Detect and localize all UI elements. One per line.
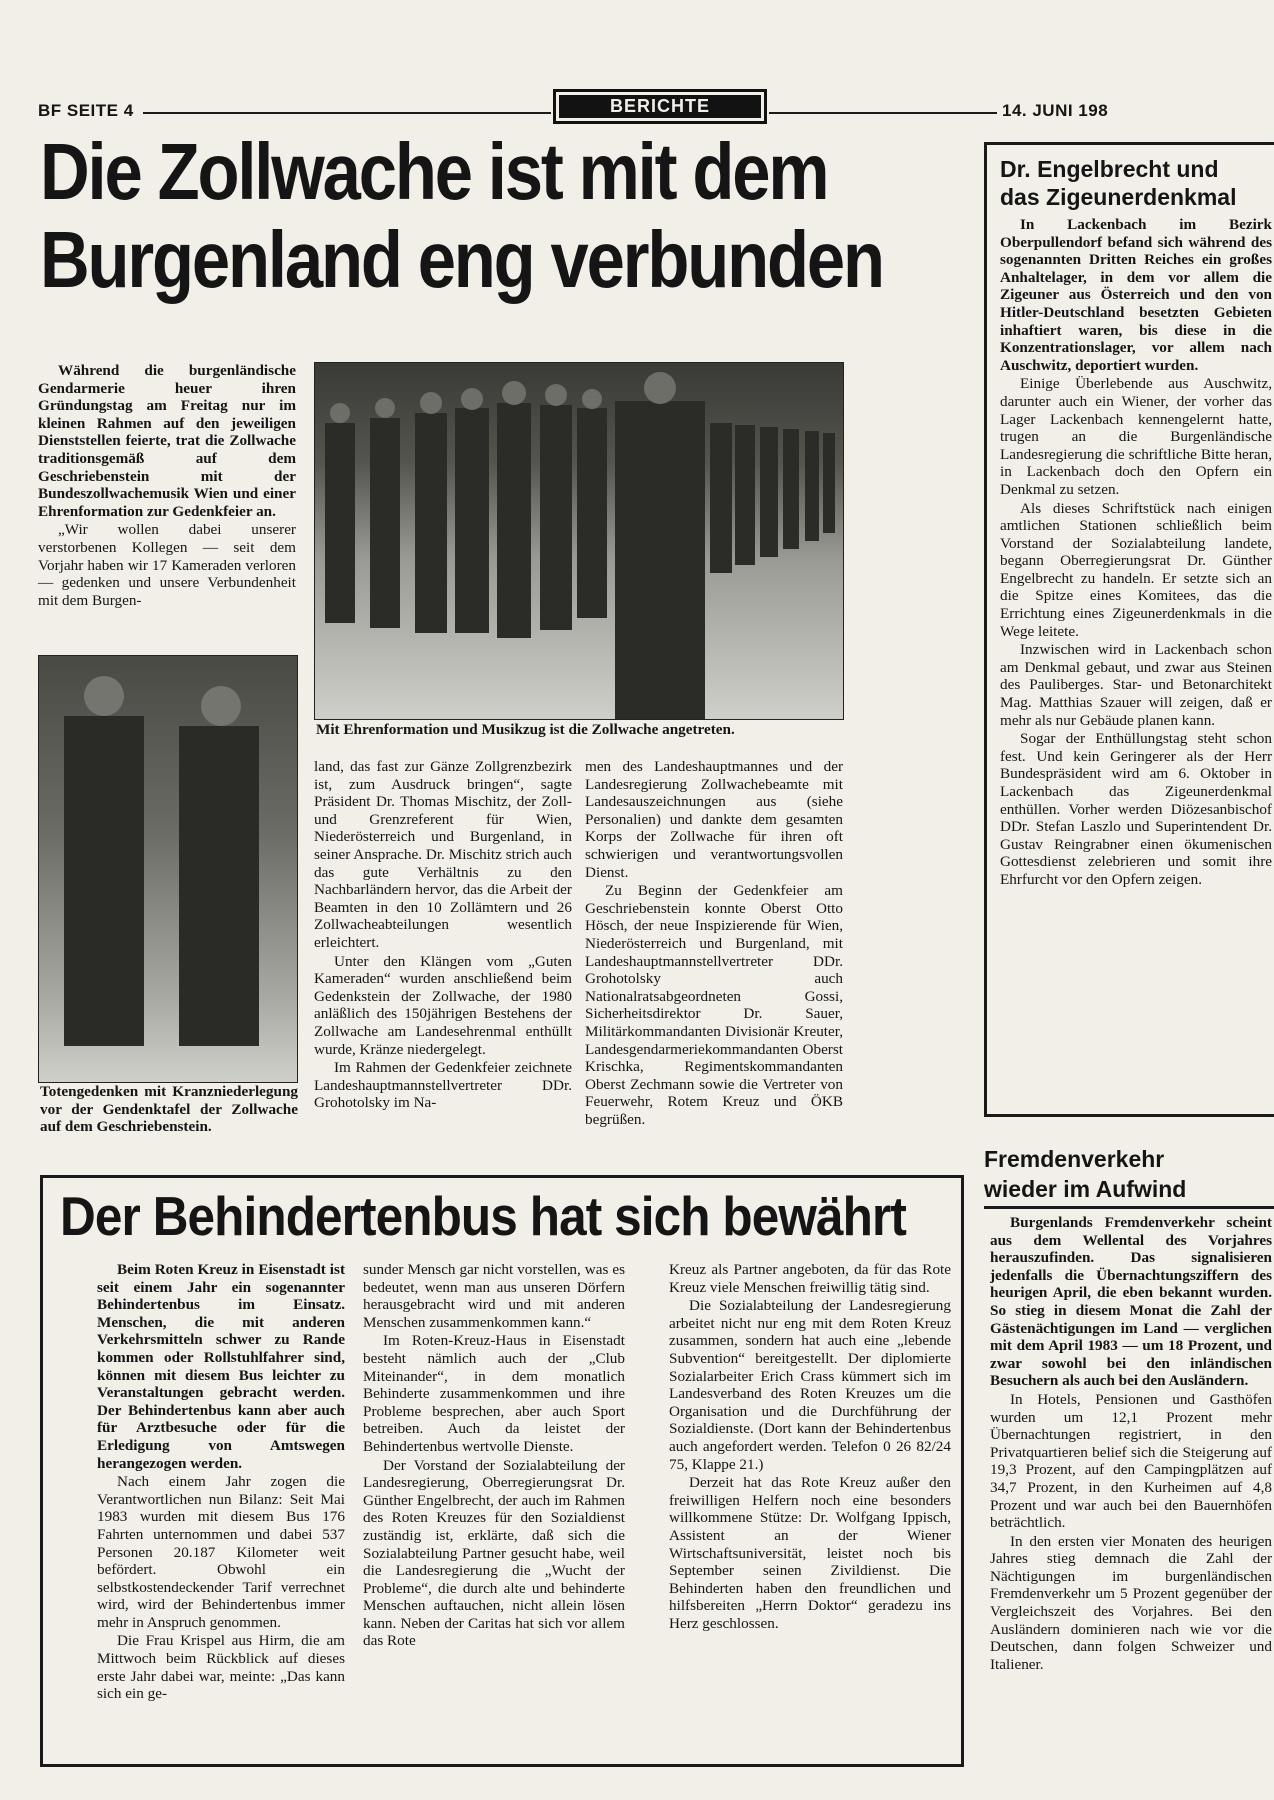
header-rule-right <box>769 112 997 114</box>
photo2-caption: Totengedenken mit Kranzniederlegung vor der Gendenktafel der Zollwache auf dem Geschriebenstein. <box>40 1083 298 1136</box>
tourism-lead: Burgenlands Fremdenverkehr scheint aus dem Wellental des Vorjahres herauszufinden. Das signalisieren jedenfalls die Übernachtungsziffern des heurigen April, die eben bekannt wurden. So stieg in diesem Monat die Zahl der Gästenächtigungen im Land — verglichen mit dem April 1983 — um 18 Prozent, und zwar sowohl bei den inländischen Besuchern als auch bei den Ausländern. <box>990 1214 1272 1390</box>
bus-col1-p2: Die Frau Krispel aus Hirm, die am Mittwoch beim Rückblick auf dieses erste Jahr dabei war, meinte: „Das kann sich ein ge- <box>97 1632 345 1703</box>
photo-wreath-laying <box>38 655 298 1083</box>
main-lead: Während die burgenländische Gendarmerie heuer ihren Gründungstag am Freitag nur im kleinen Rahmen auf den jeweiligen Dienststellen feierte, trat die Zollwache traditionsgemäß auf dem Geschriebenstein mit der Bundeszollwachemusik Wien und einer Ehrenformation zur Gedenkfeier an. <box>38 362 296 520</box>
section-label: BERICHTE <box>553 89 767 124</box>
tourism-rule <box>984 1206 1274 1209</box>
tourism-p1: In Hotels, Pensionen und Gasthöfen wurden um 12,1 Prozent mehr Übernachtungen registriert, in den Privatquartieren belief sich die Steigerung auf 19,3 Prozent, auf den Campingplätzen auf 34,7 Prozent, in den Kurheimen auf 4,8 Prozent und war auch bei den Bauernhöfen beträchtlich. <box>990 1390 1272 1532</box>
tourism-title-line1: Fremdenverkehr <box>984 1146 1165 1172</box>
issue-date: 14. JUNI 198 <box>1002 101 1109 120</box>
bus-col3-p3: Derzeit hat das Rote Kreuz außer den freiwilligen Helfern noch eine besonders willkommene Stütze: Dr. Wolfgang Ippisch, Assistent an der Wiener Wirtschaftsuniversität, leistet noch bis September seinen Zivildienst. Die Behinderten haben den freundlichen und hilfsbereiten „Herrn Doktor“ geradezu ins Herz geschlossen. <box>669 1474 951 1632</box>
side-p3: Inzwischen wird in Lackenbach schon am Denkmal gebaut, und zwar aus Steinen des Pauliberges. Star- und Betonarchitekt Mag. Matthias Szauer will zeigen, daß er mehr als nur Gebäude planen kann. <box>1000 641 1272 729</box>
bus-lead: Beim Roten Kreuz in Eisenstadt ist seit einem Jahr ein sogenannter Behindertenbus im Einsatz. Menschen, die mit anderen Verkehrsmitteln schwer zu Rande kommen oder Rollstuhlfahrer sind, können mit diesem Bus leichter zu Veranstaltungen gebracht werden. Der Behindertenbus kann aber auch für Arztbesuche oder für die Erledigung von Amtswegen herangezogen werden. <box>97 1261 345 1472</box>
bus-col3-p2: Die Sozialabteilung der Landesregierung arbeitet nicht nur eng mit dem Roten Kreuz zusammen, sondern hat auch eine „lebende Subvention“ bereitgestellt. Der diplomierte Sozialarbeiter Erich Crass kümmert sich im Landesverband des Roten Kreuzes um die Organisation und die Durchführung der Sozialdienste. (Dort kann der Behindertenbus auch angefordert werden. Telefon 0 26 82/24 75, Klappe 21.) <box>669 1297 951 1473</box>
main-headline-line1: Die Zollwache ist mit dem <box>40 127 828 216</box>
side-p1: Einige Überlebende aus Auschwitz, darunter auch ein Wiener, der vorher das Lager Lackenbach kennengelernt hatte, trugen an die Burgenländische Landesregierung die schriftliche Bitte heran, in Lackenbach doch den Opfern ein Denkmal zu setzen. <box>1000 375 1272 498</box>
photo1-caption: Mit Ehrenformation und Musikzug ist die Zollwache angetreten. <box>316 721 735 738</box>
side-title-line2: das Zigeunerdenkmal <box>1000 184 1237 210</box>
side-lead: In Lackenbach im Bezirk Oberpullendorf befand sich während des sogenannten Dritten Reiches ein großes Anhaltelager, in dem vor allem die Zigeuner aus Österreich und den von Hitler-Deutschland besetzten Gebieten inhaftiert waren, bis diese in die Konzentrationslager, vor allem nach Auschwitz, deportiert wurden. <box>1000 216 1272 374</box>
main-col-2 <box>314 758 572 1112</box>
page-number: BF SEITE 4 <box>38 101 134 120</box>
side-body <box>1000 216 1272 889</box>
bus-col-1 <box>97 1261 345 1703</box>
main-col2-p2: Unter den Klängen vom „Guten Kameraden“ wurden anschließend beim Gedenkstein der Zollwache, der 1980 anläßlich des 150jährigen Bestehens der Zollwache am Landesehrenmal enthüllt wurde, Kränze niedergelegt. <box>314 952 572 1058</box>
bus-col-2 <box>363 1261 625 1650</box>
main-col2-p3: Im Rahmen der Gedenkfeier zeichnete Landeshauptmannstellvertreter DDr. Grohotolsky im Na- <box>314 1059 572 1112</box>
bus-col2-p2: Im Roten-Kreuz-Haus in Eisenstadt besteht nämlich auch der „Club Miteinander“, in dem monatlich Behinderte zusammenkommen und ihre Probleme besprechen, aber auch Sport betreiben. Auch da leistet der Behindertenbus wertvolle Dienste. <box>363 1332 625 1455</box>
side-p2: Als dieses Schriftstück nach einigen amtlichen Stationen schließlich beim Vorstand der Sozialabteilung landete, begann Oberregierungsrat Dr. Günther Engelbrecht zu handeln. Er setzte sich an die Spitze eines Komitees, das die Errichtung eines Zigeunerdenkmals in die Wege leitete. <box>1000 499 1272 640</box>
bus-col1-p1: Nach einem Jahr zogen die Verantwortlichen nun Bilanz: Seit Mai 1983 wurden mit diesem Bus 176 Fahrten unternommen und dabei 537 Personen 20.187 Kilometer weit befördert. Obwohl ein selbstkostendeckender Tarif verrechnet wird, wird der Behindertenbus immer mehr in Anspruch genommen. <box>97 1473 345 1631</box>
bus-col2-p3: Der Vorstand der Sozialabteilung der Landesregierung, Oberregierungsrat Dr. Günther Engelbrecht, der auch im Rahmen des Roten Kreuzes für den Sozialdienst zuständig ist, erklärte, daß sich die Sozialabteilung Partner gesucht habe, weil die Landesregierung die „Wucht der Probleme“, die durch alte und behinderte Menschen auftauchen, nicht allein lösen kann. Neben der Caritas hat sich vor allem das Rote <box>363 1456 625 1650</box>
header-rule-left <box>143 112 551 114</box>
main-col3-p2: Zu Beginn der Gedenkfeier am Geschriebenstein konnte Oberst Otto Hösch, der neue Inspizierende für Wien, Niederösterreich und Burgenland, mit Landeshauptmannstellvertreter DDr. Grohotolsky auch Nationalratsabgeordneten Gossi, Sicherheitsdirektor Dr. Sauer, Militärkommandanten Divisionär Kreuter, Landesgendarmeriekommandanten Oberst Krischka, Regimentskommandanten Oberst Zechmann sowie die Vertreter von Feuerwehr, Rotem Kreuz und ÖKB begrüßen. <box>585 882 843 1128</box>
main-col-3 <box>585 758 843 1128</box>
officers-illustration <box>39 656 297 1082</box>
main-col3-p1: men des Landeshauptmannes und der Landesregierung Zollwachebeamte mit Landesauszeichnungen aus (siehe Personalien) und dankte dem gesamten Korps der Zollwache für ihren oft schwierigen und verantwortungsvollen Dienst. <box>585 758 843 881</box>
side-p4: Sogar der Enthüllungstag steht schon fest. Und kein Geringerer als der Herr Bundespräsident wird am 6. Oktober in Lackenbach das Zigeunerdenkmal enthüllen. Vorher werden Diözesanbischof DDr. Stefan Laszlo und Superintendent Dr. Gustav Reingrabner einen ökumenischen Gottesdienst zelebrieren und somit ihre Ehrfurcht vor den Opfern zeigen. <box>1000 730 1272 888</box>
side-title-line1: Dr. Engelbrecht und <box>1000 156 1219 182</box>
bus-col3-p1: Kreuz als Partner angeboten, da für das Rote Kreuz viele Menschen freiwillig tätig sind. <box>669 1261 951 1296</box>
tourism-body <box>990 1214 1272 1792</box>
main-col-1 <box>38 362 296 609</box>
photo-honor-formation <box>314 362 844 720</box>
bus-headline: Der Behindertenbus hat sich bewährt <box>60 1185 906 1247</box>
bus-col2-p1: sunder Mensch gar nicht vorstellen, was es bedeutet, wenn man aus unseren Dörfern herausgebracht wird und mit anderen Menschen zusammenkommen kann.“ <box>363 1261 625 1331</box>
tourism-title-line2: wieder im Aufwind <box>984 1176 1187 1202</box>
main-col2-p1: land, das fast zur Gänze Zollgrenzbezirk ist, zum Ausdruck bringen“, sagte Präsident Dr. Thomas Mischitz, der Zoll- und Grenzreferent für Wien, Niederösterreich und Burgenland, in seiner Ansprache. Dr. Mischitz strich auch das gute Verhältnis zu den Nachbarländern hervor, das die Arbeit der Beamten in den 10 Zollämtern und 26 Zollwacheabteilungen wesentlich erleichtert. <box>314 758 572 951</box>
soldiers-illustration <box>315 363 843 719</box>
main-col1-body: „Wir wollen dabei unserer verstorbenen Kollegen — seit dem Vorjahr haben wir 17 Kameraden verloren — gedenken und unsere Verbundenheit mit dem Burgen- <box>38 521 296 609</box>
main-headline-line2: Burgenland eng verbunden <box>40 215 883 304</box>
bus-col-3 <box>669 1261 951 1632</box>
tourism-p2: In den ersten vier Monaten des heurigen Jahres stieg demnach die Zahl der Nächtigungen im burgenländischen Fremdenverkehr um 5 Prozent gegenüber der Vergleichszeit des Vorjahres. Bei den Ausländern dominieren nach wie vor die Deutschen, dann folgen Schweizer und Italiener. <box>990 1532 1272 1673</box>
